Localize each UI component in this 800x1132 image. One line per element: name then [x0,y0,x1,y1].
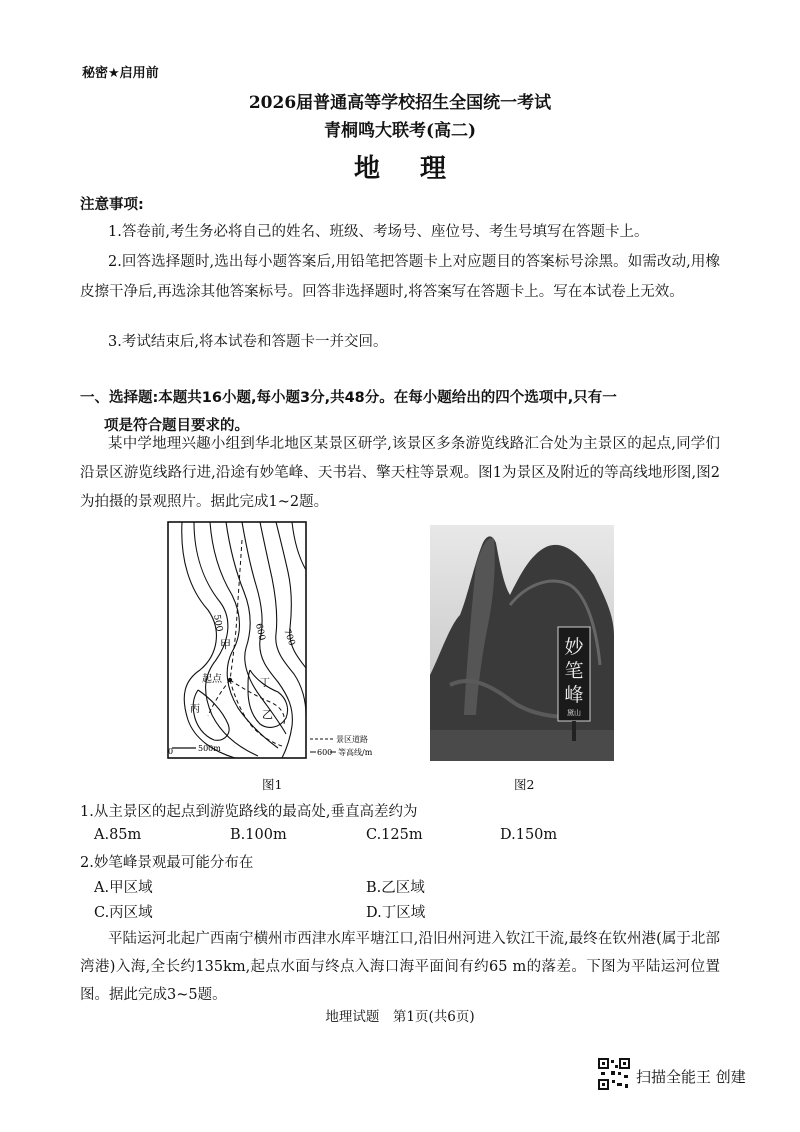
page-footer: 地理试题 第1页(共6页) [325,1009,475,1025]
passage-2: 平陆运河北起广西南宁横州市西津水库平塘江口,沿旧州河进入钦江干流,最终在钦州港(属于北部湾港)入海,全长约135km,起点水面与终点入海口海平面间有约65 m的落差。下图为平陆运河位置图。据此完成3~5题。 [80,931,720,1003]
q2-option-a: A.甲区域 [94,880,153,896]
q2-option-c: C.丙区域 [94,905,153,921]
qr-code-icon [598,1058,630,1090]
contour-label-600: 600 [253,622,267,642]
legend-contour-value: 600 [317,748,333,757]
question-1-stem: 1.从主景区的起点到游览路线的最高处,垂直高差约为 [80,804,418,820]
scanner-watermark: 扫描全能王 创建 [636,1068,746,1086]
note-item-3: 3.考试结束后,将本试卷和答题卡一并交回。 [108,334,388,350]
subject-title: 地理 [353,154,486,184]
contour-label-700: 700 [281,627,297,648]
label-bing: 丙 [190,704,200,715]
question-intro: 某中学地理兴趣小组到华北地区某景区研学,该景区多条游览线路汇合处为主景区的起点,同学们沿景区游览线路行进,沿途有妙笔峰、天书岩、擎天柱等景观。图1为景区及附近的等高线地形图,图2为拍摄的景观照片。据此完成1~2题。 [80,436,720,510]
scale-zero: 0 [168,747,174,756]
q1-option-b: B.100m [230,827,287,843]
figure1-caption: 图1 [262,777,283,792]
question-2-stem: 2.妙笔峰景观最可能分布在 [80,855,254,871]
legend-road-label: 景区道路 [336,735,368,744]
contour-map-figure [160,520,390,762]
sign-post [572,721,576,741]
label-start: 起点 [202,674,222,685]
contour-label-500: 500 [211,613,224,633]
q1-option-a: A.85m [94,827,142,843]
scale-500m: 500m [198,744,221,753]
confidential-label: 秘密★启用前 [82,66,159,81]
notes-heading: 注意事项: [80,197,144,213]
q2-option-d: D.丁区域 [366,905,426,921]
exam-subtitle: 青桐鸣大联考(高二) [323,121,477,141]
sign-sub: 黛山 [567,709,581,717]
figure2-caption: 图2 [514,777,535,792]
photo-ground [430,730,614,761]
sign-char-1: 妙 [564,636,584,658]
label-ding: 丁 [260,678,270,689]
q2-option-b: B.乙区域 [366,880,425,896]
section-heading-line2: 项是符合题目要求的。 [104,418,249,434]
q1-option-d: D.150m [500,827,558,843]
note-item-2: 2.回答选择题时,选出每小题答案后,用铅笔把答题卡上对应题目的答案标号涂黑。如需改动,用橡皮擦干净后,再选涂其他答案标号。回答非选择题时,将答案写在答题卡上。写在本试卷上无效。 [80,254,720,300]
photo-graphic [430,525,614,761]
section-heading-line1: 一、选择题:本题共16小题,每小题3分,共48分。在每小题给出的四个选项中,只有一 [80,390,617,406]
q1-option-c: C.125m [366,827,423,843]
legend-contour-label: 等高线/m [338,748,373,757]
start-point-marker [228,678,232,682]
label-yi: 乙 [262,708,273,721]
label-jia: 甲 [220,638,231,651]
exam-title: 2026届普通高等学校招生全国统一考试 [248,93,552,113]
landscape-photo [430,525,614,761]
sign-char-2: 笔 [564,660,584,682]
contour-map [160,520,390,762]
sign-char-3: 峰 [564,684,584,706]
note-item-1: 1.答卷前,考生务必将自己的姓名、班级、考场号、座位号、考生号填写在答题卡上。 [108,224,649,240]
